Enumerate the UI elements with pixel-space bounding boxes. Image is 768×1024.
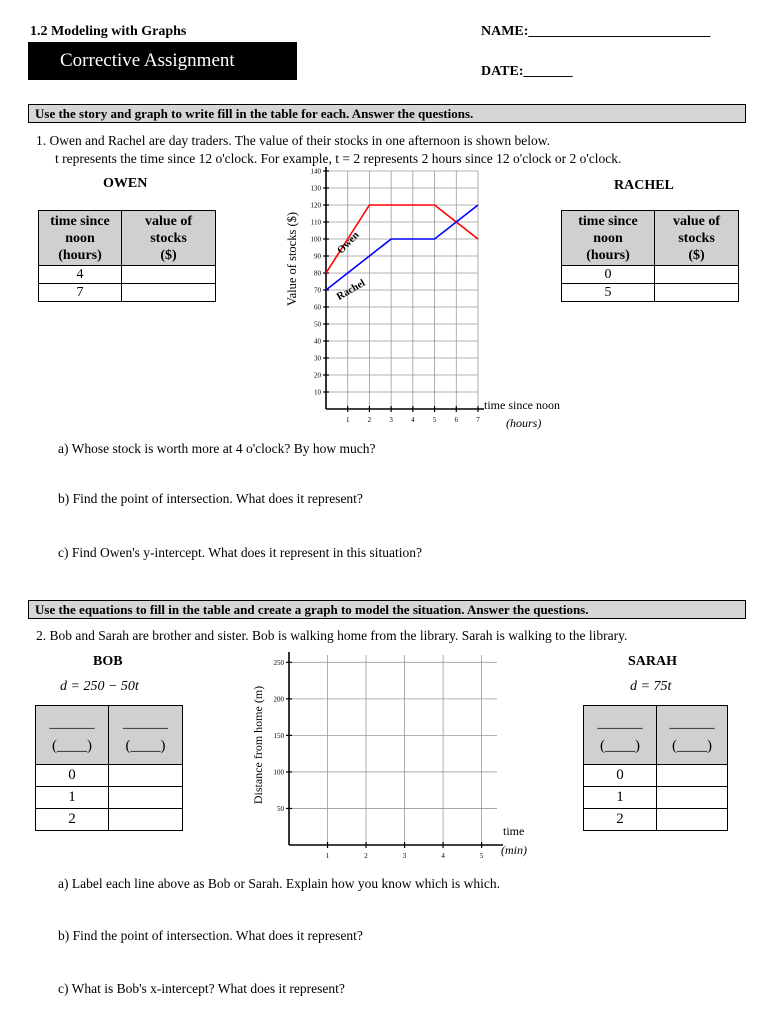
- problem1-line2: t represents the time since 12 o'clock. For example, t = 2 represents 2 hours since 12 o'clock or 2 o'clock.: [55, 151, 622, 166]
- sarah-table: [583, 705, 728, 831]
- bob-table: [35, 705, 183, 831]
- y-axis-label: Value of stocks ($): [285, 211, 299, 307]
- y-tick-label: 70: [314, 286, 321, 295]
- sarah-row-distance-input[interactable]: [657, 765, 728, 787]
- rachel-col-value-header: value of stocks ($): [655, 211, 739, 266]
- y-tick-label: 60: [314, 303, 321, 312]
- x-tick-label: 2: [367, 416, 372, 424]
- stocks-chart: [270, 166, 590, 434]
- x-tick-label: 3: [389, 416, 393, 424]
- owen-row-value-input[interactable]: [122, 266, 216, 284]
- part2-banner: Use the equations to fill in the table and create a graph to model the situation. Answer the questions.: [28, 600, 746, 619]
- y-tick-label: 100: [273, 768, 284, 777]
- x-tick-label: 3: [402, 852, 407, 860]
- sarah-col1-header-input[interactable]: ______ (____): [584, 706, 657, 765]
- bob-row-distance-input[interactable]: [109, 787, 183, 809]
- y-tick-label: 100: [310, 235, 321, 244]
- x-tick-label: 2: [364, 852, 368, 860]
- sarah-equation: d = 75t: [630, 679, 672, 694]
- x-tick-label: 1: [325, 852, 330, 860]
- rachel-row-value-input[interactable]: [655, 284, 739, 302]
- sarah-title: SARAH: [628, 654, 678, 669]
- rachel-col-time-header: time since noon (hours): [562, 211, 655, 266]
- rachel-row-time: 0: [562, 266, 655, 284]
- bob-row-time: 0: [36, 765, 109, 787]
- y-tick-label: 80: [314, 269, 321, 278]
- x-tick-label: 5: [432, 416, 437, 424]
- y-tick-label: 150: [273, 731, 284, 740]
- name-field[interactable]: NAME:__________________________: [481, 24, 711, 39]
- y-tick-label: 90: [314, 252, 321, 261]
- owen-table: [38, 210, 216, 302]
- problem1-line1: 1. Owen and Rachel are day traders. The value of their stocks in one afternoon is shown below.: [36, 133, 550, 148]
- owen-col-time-header: time since noon (hours): [39, 211, 122, 266]
- rachel-line-label: Rachel: [335, 277, 368, 303]
- owen-row-value-input[interactable]: [122, 284, 216, 302]
- question-2c: c) What is Bob's x-intercept? What does it represent?: [58, 981, 345, 996]
- owen-row-time: 7: [39, 284, 122, 302]
- x-axis-label: time since noon: [484, 398, 560, 412]
- bob-col1-header-input[interactable]: ______ (____): [36, 706, 109, 765]
- y-tick-label: 130: [310, 184, 321, 193]
- x-tick-label: 4: [411, 416, 415, 424]
- x-tick-label: 1: [345, 416, 350, 424]
- rachel-row-time: 5: [562, 284, 655, 302]
- section-title: 1.2 Modeling with Graphs: [30, 24, 187, 39]
- bob-row-distance-input[interactable]: [109, 765, 183, 787]
- rachel-row-value-input[interactable]: [655, 266, 739, 284]
- sarah-row-distance-input[interactable]: [657, 809, 728, 831]
- sarah-row-distance-input[interactable]: [657, 787, 728, 809]
- owen-title: OWEN: [103, 176, 148, 191]
- x-tick-label: 5: [479, 852, 484, 860]
- y-tick-label: 200: [273, 695, 284, 704]
- y-tick-label: 50: [277, 804, 284, 813]
- question-2a: a) Label each line above as Bob or Sarah. Explain how you know which is which.: [58, 876, 501, 891]
- sarah-col2-header-input[interactable]: ______ (____): [657, 706, 728, 765]
- x-tick-label: 7: [476, 416, 480, 424]
- x-axis-label: time: [503, 824, 525, 838]
- problem2-line1: 2. Bob and Sarah are brother and sister. Bob is walking home from the library. Sarah is walking to the library.: [36, 628, 628, 643]
- y-tick-label: 250: [273, 658, 284, 667]
- rachel-title: RACHEL: [614, 178, 674, 193]
- y-tick-label: 20: [314, 371, 321, 380]
- bob-row-time: 2: [36, 809, 109, 831]
- assignment-title: Corrective Assignment: [28, 42, 297, 80]
- sarah-row-time: 0: [584, 765, 657, 787]
- question-1a: a) Whose stock is worth more at 4 o'clock? By how much?: [58, 441, 376, 456]
- question-1b: b) Find the point of intersection. What does it represent?: [58, 491, 363, 506]
- date-field[interactable]: DATE:_______: [481, 64, 573, 79]
- y-tick-label: 50: [314, 320, 321, 329]
- question-1c: c) Find Owen's y-intercept. What does it represent in this situation?: [58, 545, 422, 560]
- y-tick-label: 140: [310, 167, 321, 176]
- x-tick-label: 6: [454, 416, 459, 424]
- y-tick-label: 40: [314, 337, 321, 346]
- question-2b: b) Find the point of intersection. What does it represent?: [58, 928, 363, 943]
- bob-row-distance-input[interactable]: [109, 809, 183, 831]
- owen-line-label: Owen: [335, 229, 362, 257]
- owen-row-time: 4: [39, 266, 122, 284]
- y-tick-label: 30: [314, 354, 321, 363]
- part1-banner: Use the story and graph to write fill in the table for each. Answer the questions.: [28, 104, 746, 123]
- y-tick-label: 110: [310, 218, 321, 227]
- y-tick-label: 10: [314, 388, 321, 397]
- x-tick-label: 4: [441, 852, 445, 860]
- y-axis-label: Distance from home (m): [251, 685, 265, 805]
- x-axis-unit: (hours): [506, 416, 542, 430]
- distance-chart[interactable]: [245, 652, 545, 864]
- bob-title: BOB: [93, 654, 123, 669]
- y-tick-label: 120: [310, 201, 321, 210]
- bob-row-time: 1: [36, 787, 109, 809]
- sarah-row-time: 2: [584, 809, 657, 831]
- bob-col2-header-input[interactable]: ______ (____): [109, 706, 183, 765]
- bob-equation: d = 250 − 50t: [60, 679, 139, 694]
- owen-col-value-header: value of stocks ($): [122, 211, 216, 266]
- sarah-row-time: 1: [584, 787, 657, 809]
- x-axis-unit: (min): [501, 843, 527, 857]
